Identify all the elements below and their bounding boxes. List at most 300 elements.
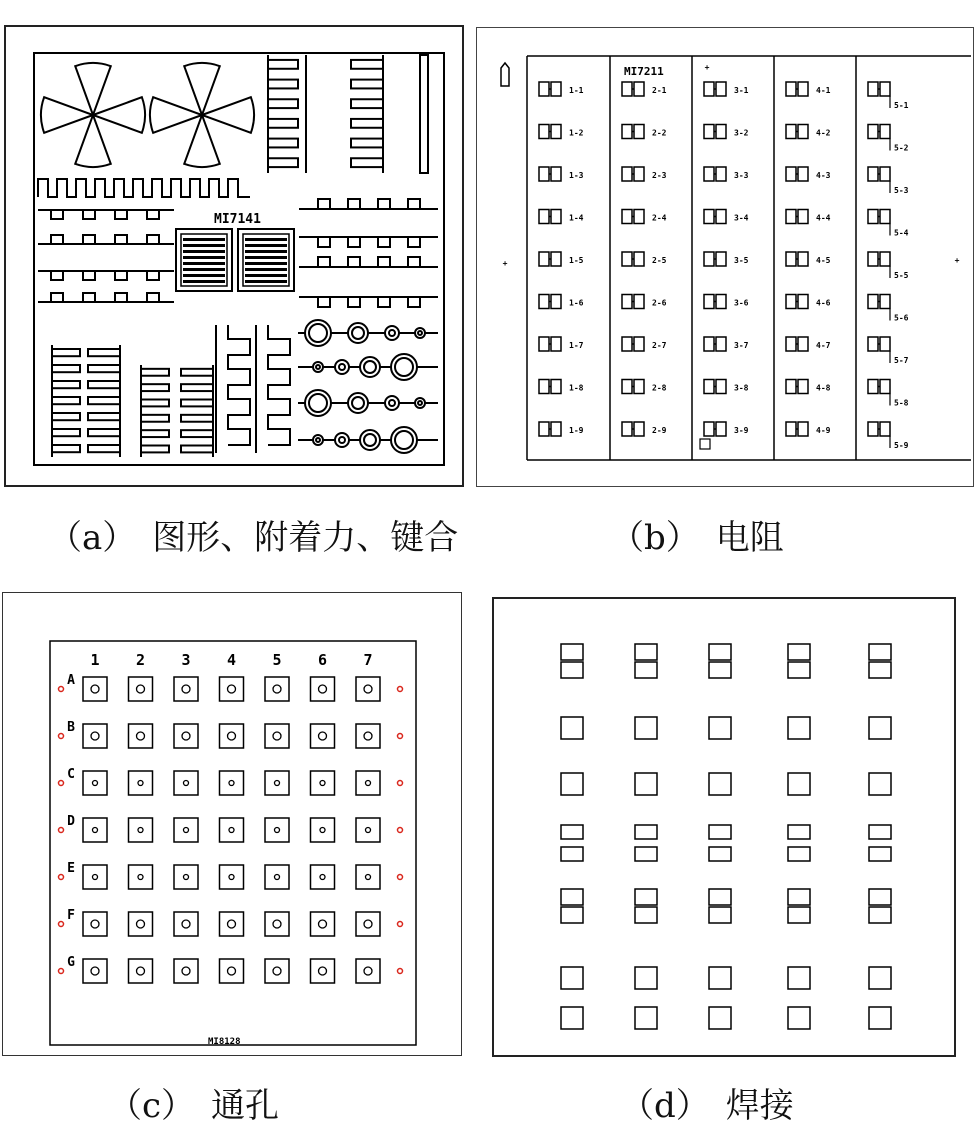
bond-circle-inner	[352, 327, 364, 339]
comb-finger	[141, 415, 169, 422]
resistor-cell	[622, 167, 667, 181]
solder-pad	[788, 889, 810, 905]
via-pad	[311, 818, 335, 842]
resistor-label: 5-4	[894, 228, 909, 238]
via-hole	[364, 732, 372, 740]
resistor-label: 2-9	[652, 426, 667, 435]
via-hole	[275, 781, 280, 786]
solder-pad	[788, 847, 810, 861]
pad-stripe	[183, 268, 225, 271]
resistor-cell	[704, 82, 749, 96]
via-hole	[91, 920, 99, 928]
via-hole	[138, 781, 143, 786]
comb-finger	[351, 80, 383, 89]
resistor-pad-right	[798, 380, 808, 394]
adhesion-tooth	[147, 210, 159, 219]
resistor-pad-right	[716, 337, 726, 351]
via-column-label: 5	[272, 651, 282, 669]
resistor-pad-right	[716, 295, 726, 309]
resistor-cell	[786, 337, 831, 351]
comb-finger	[88, 349, 120, 356]
via-pad	[220, 865, 244, 889]
resistor-pad-left	[622, 295, 632, 309]
solder-pad	[788, 773, 810, 795]
adhesion-tooth	[115, 271, 127, 280]
adhesion-tooth	[408, 199, 420, 209]
caption-a-text: 图形、附着力、键合	[152, 518, 459, 558]
resistor-pad-right	[551, 252, 561, 266]
resistor-pad-right	[551, 125, 561, 139]
panel-c-via	[2, 592, 462, 1056]
bond-circle-inner	[418, 401, 422, 405]
resistor-label: 5-6	[894, 313, 909, 323]
circle-row-3	[298, 390, 438, 416]
pad-stripe	[183, 256, 225, 259]
plus-marker: +	[954, 256, 960, 265]
resistor-pad-left	[622, 422, 632, 436]
fiducial-left	[59, 734, 64, 739]
adhesion-tooth	[51, 235, 63, 244]
solder-pad	[709, 967, 731, 989]
solder-pad	[869, 889, 891, 905]
resistor-pad-left	[704, 380, 714, 394]
resistor-label: 2-2	[652, 128, 667, 138]
resistor-label: 3-8	[734, 383, 749, 393]
solder-pad	[561, 825, 583, 839]
comb-b1	[52, 345, 80, 457]
via-pad	[265, 771, 289, 795]
via-hole	[366, 828, 371, 833]
via-hole	[366, 781, 371, 786]
via-pad	[129, 818, 153, 842]
resistor-cell	[539, 125, 584, 139]
via-hole	[319, 732, 327, 740]
resistor-pad-left	[786, 380, 796, 394]
castle-right	[256, 325, 290, 453]
fiducial-right	[398, 875, 403, 880]
resistor-pad-left	[622, 125, 632, 139]
comb-finger	[52, 413, 80, 420]
via-hole	[228, 732, 236, 740]
resistor-pad-right	[716, 210, 726, 224]
solder-pad	[635, 644, 657, 660]
resistor-pad-right	[798, 295, 808, 309]
solder-pad	[635, 662, 657, 678]
resistor-label: 1-6	[569, 298, 584, 308]
resistor-pad-left	[539, 295, 549, 309]
via-hole	[91, 685, 99, 693]
via-hole	[319, 967, 327, 975]
resistor-pad-left	[622, 210, 632, 224]
via-hole	[184, 828, 189, 833]
castle-edge	[268, 325, 290, 445]
bond-circle-inner	[389, 330, 395, 336]
solder-pad	[635, 907, 657, 923]
via-column-label: 4	[226, 651, 237, 669]
via-pad	[265, 959, 289, 983]
via-hole	[138, 875, 143, 880]
resistor-cell	[704, 337, 749, 351]
comb-b3	[141, 365, 169, 457]
resistor-label: 4-8	[816, 383, 831, 393]
via-hole	[275, 875, 280, 880]
via-pad	[83, 818, 107, 842]
bond-circle-inner	[316, 365, 320, 369]
resistor-pad-right	[798, 82, 808, 96]
resistor-cell	[786, 167, 831, 181]
comb-finger	[351, 99, 383, 108]
striped-pad-left	[176, 229, 232, 291]
via-hole	[319, 920, 327, 928]
caption-b	[610, 510, 784, 559]
via-hole	[182, 732, 190, 740]
via-pad	[220, 677, 244, 701]
resistor-pad-right	[880, 422, 890, 436]
via-pad	[220, 818, 244, 842]
resistor-label: 4-5	[816, 256, 831, 265]
resistor-cell	[704, 210, 749, 224]
via-hole	[137, 920, 145, 928]
via-pad	[174, 677, 198, 701]
pad-stripe	[245, 244, 287, 247]
fiducial-right	[398, 828, 403, 833]
serpentine-line	[38, 179, 250, 197]
via-hole	[91, 732, 99, 740]
via-pad	[174, 771, 198, 795]
solder-pad	[635, 889, 657, 905]
adhesion-tooth	[51, 210, 63, 219]
resistor-cell	[622, 210, 667, 224]
solder-pad	[869, 662, 891, 678]
resistor-pad-left	[704, 422, 714, 436]
pad-inner	[243, 234, 289, 286]
adhesion-tooth	[318, 257, 330, 267]
resistor-pad-right	[551, 295, 561, 309]
resistor-pad-left	[704, 167, 714, 181]
resistor-cell	[539, 295, 584, 309]
resistor-pad-right	[798, 125, 808, 139]
resistor-pad-left	[539, 252, 549, 266]
resistor-label: 4-4	[816, 213, 831, 223]
resistor-label: 1-3	[569, 171, 584, 180]
via-hole	[229, 781, 234, 786]
resistor-cell	[622, 82, 667, 96]
bond-circle-inner	[309, 324, 327, 342]
resistor-label: 5-1	[894, 101, 909, 110]
fiducial-left	[59, 687, 64, 692]
resistor-pad-right	[716, 82, 726, 96]
resistor-cell	[786, 210, 831, 224]
resistor-pad-right	[880, 295, 890, 309]
resistor-pad-left	[786, 422, 796, 436]
via-pad	[174, 959, 198, 983]
via-row-label: G	[67, 955, 75, 970]
resistor-cell	[786, 295, 831, 309]
via-pad	[311, 865, 335, 889]
comb-b2	[88, 345, 120, 457]
bond-circle-inner	[364, 434, 376, 446]
resistor-pad-left	[868, 125, 878, 139]
fiducial-right	[398, 922, 403, 927]
resistor-pad-right	[716, 125, 726, 139]
fan-blade	[184, 63, 220, 115]
via-pad	[265, 677, 289, 701]
comb-a1	[268, 55, 298, 173]
bond-circle-inner	[364, 361, 376, 373]
adhesion-tooth	[408, 237, 420, 247]
via-pad	[311, 912, 335, 936]
caption-b-text: 电阻	[715, 518, 784, 558]
solder-pad	[869, 967, 891, 989]
via-row-label: D	[67, 814, 75, 829]
resistor-cell	[868, 422, 909, 450]
adhesion-tooth	[83, 235, 95, 244]
caption-d-tag: （d）	[620, 1086, 710, 1126]
pad-stripe	[245, 238, 287, 241]
resistor-pad-right	[798, 252, 808, 266]
resistor-cell	[786, 422, 831, 436]
resistor-pad-left	[786, 167, 796, 181]
resistor-label: 5-2	[894, 143, 909, 153]
resistor-cell	[704, 380, 749, 394]
resistor-pad-left	[786, 337, 796, 351]
resistor-pad-right	[880, 82, 890, 96]
adhesion-tooth	[115, 235, 127, 244]
plus-marker: +	[502, 259, 508, 268]
via-pad	[129, 959, 153, 983]
resistor-label: 3-6	[734, 298, 749, 308]
circle-row-2	[298, 354, 438, 380]
circle-row-4	[298, 427, 438, 453]
via-row-label: E	[67, 861, 75, 876]
comb-finger	[181, 384, 213, 391]
adhesion-tooth	[408, 297, 420, 307]
solder-pad	[788, 907, 810, 923]
via-pad	[356, 677, 380, 701]
via-pad	[83, 771, 107, 795]
chip-label-a: MI7141	[214, 212, 261, 227]
fiducial-right	[398, 781, 403, 786]
resistor-cell	[868, 252, 909, 280]
resistor-pad-left	[704, 337, 714, 351]
resistor-label: 4-7	[816, 341, 831, 350]
solder-pad	[561, 644, 583, 660]
castle-left	[216, 325, 250, 453]
resistor-cell	[622, 422, 667, 436]
caption-c-text: 通孔	[211, 1086, 280, 1126]
resistor-label: 1-7	[569, 341, 584, 350]
pad-stripe	[245, 274, 287, 277]
pad-stripe	[183, 274, 225, 277]
via-row-label: B	[67, 720, 75, 735]
square-marker	[700, 439, 710, 449]
solder-pad	[709, 717, 731, 739]
via-pad	[220, 724, 244, 748]
adhesion-tooth	[318, 237, 330, 247]
caption-d	[620, 1078, 794, 1127]
via-pad	[356, 912, 380, 936]
via-pad	[83, 912, 107, 936]
via-hole	[93, 828, 98, 833]
solder-pad	[709, 889, 731, 905]
resistor-pad-left	[622, 380, 632, 394]
panel-b-resistance	[476, 27, 974, 487]
resistor-pad-left	[704, 82, 714, 96]
resistor-pad-left	[868, 167, 878, 181]
pad-stripe	[183, 250, 225, 253]
fan-blade	[184, 115, 220, 167]
bond-circle-inner	[352, 397, 364, 409]
resistor-cell	[868, 125, 909, 153]
resistor-pad-right	[716, 252, 726, 266]
caption-d-text: 焊接	[725, 1086, 794, 1126]
solder-pad	[561, 717, 583, 739]
solder-pad	[788, 967, 810, 989]
resistor-cell	[868, 295, 909, 323]
resistor-cell	[539, 167, 584, 181]
resistor-pad-left	[539, 337, 549, 351]
solder-pad	[561, 907, 583, 923]
via-row-label: C	[67, 767, 75, 782]
solder-pad	[561, 662, 583, 678]
comb-finger	[268, 139, 298, 148]
vertical-bar	[420, 55, 428, 173]
via-pad	[220, 912, 244, 936]
comb-finger	[88, 445, 120, 452]
plus-marker: +	[704, 63, 710, 72]
via-pad	[129, 677, 153, 701]
resistor-label: 3-5	[734, 256, 749, 265]
via-pad	[83, 724, 107, 748]
panel-d-drawing	[494, 599, 954, 1055]
resistor-label: 3-9	[734, 426, 749, 435]
via-hole	[273, 732, 281, 740]
via-pad	[356, 724, 380, 748]
comb-finger	[88, 365, 120, 372]
via-hole	[182, 920, 190, 928]
via-hole	[137, 732, 145, 740]
solder-pad	[709, 1007, 731, 1029]
via-pad	[311, 677, 335, 701]
comb-finger	[181, 400, 213, 407]
resistor-pad-left	[704, 295, 714, 309]
via-pad	[174, 865, 198, 889]
comb-finger	[181, 415, 213, 422]
resistor-cell	[704, 295, 749, 309]
via-hole	[229, 828, 234, 833]
solder-pad	[561, 1007, 583, 1029]
caption-c-tag: （c）	[108, 1086, 196, 1126]
panel-b-drawing	[477, 28, 972, 485]
via-hole	[320, 781, 325, 786]
comb-finger	[52, 381, 80, 388]
comb-finger	[351, 158, 383, 167]
resistor-pad-right	[716, 167, 726, 181]
resistor-pad-left	[622, 82, 632, 96]
resistor-pad-left	[868, 252, 878, 266]
resistor-pad-right	[634, 380, 644, 394]
solder-pad	[561, 773, 583, 795]
resistor-pad-right	[880, 252, 890, 266]
resistor-pad-right	[551, 210, 561, 224]
via-hole	[93, 875, 98, 880]
resistor-pad-left	[539, 380, 549, 394]
adhesion-tooth	[348, 237, 360, 247]
resistor-pad-right	[634, 422, 644, 436]
resistor-pad-left	[786, 295, 796, 309]
fan-blade	[41, 97, 93, 133]
resistor-pad-right	[798, 210, 808, 224]
resistor-label: 1-2	[569, 128, 584, 138]
via-row-label: F	[67, 908, 75, 923]
resistor-pad-right	[551, 380, 561, 394]
via-pad	[129, 912, 153, 936]
resistor-pad-right	[716, 422, 726, 436]
resistor-cell	[622, 125, 667, 139]
resistor-label: 5-7	[894, 356, 909, 365]
resistor-pad-right	[634, 125, 644, 139]
adhesion-tooth	[83, 210, 95, 219]
fan-blade	[150, 97, 202, 133]
via-pad	[356, 865, 380, 889]
resistor-cell	[704, 252, 749, 266]
via-hole	[138, 828, 143, 833]
resistor-cell	[622, 252, 667, 266]
resistor-label: 4-6	[816, 298, 831, 308]
comb-finger	[52, 445, 80, 452]
solder-pad	[635, 847, 657, 861]
circle-row-1	[298, 320, 438, 346]
via-row-label: A	[67, 673, 75, 688]
resistor-pad-left	[868, 337, 878, 351]
adhesion-tooth	[83, 271, 95, 280]
resistor-pad-left	[622, 337, 632, 351]
via-pad	[356, 818, 380, 842]
resistor-label: 3-4	[734, 213, 749, 223]
resistor-pad-right	[880, 337, 890, 351]
comb-finger	[88, 397, 120, 404]
adhesion-tooth	[318, 199, 330, 209]
resistor-label: 5-8	[894, 398, 909, 408]
resistor-pad-right	[634, 167, 644, 181]
resistor-pad-left	[622, 252, 632, 266]
adhesion-tooth	[348, 257, 360, 267]
via-hole	[184, 781, 189, 786]
solder-pad	[709, 847, 731, 861]
via-pad	[311, 959, 335, 983]
resistor-label: 1-1	[569, 86, 584, 95]
bond-circle-inner	[395, 431, 413, 449]
resistor-pad-right	[551, 337, 561, 351]
pad-stripe	[245, 250, 287, 253]
pad-stripe	[245, 262, 287, 265]
via-pad	[83, 959, 107, 983]
resistor-label: 1-9	[569, 426, 584, 435]
comb-finger	[351, 119, 383, 128]
adhesion-tooth	[378, 237, 390, 247]
fiducial-left	[59, 922, 64, 927]
resistor-cell	[868, 82, 909, 110]
adhesion-tooth	[83, 293, 95, 302]
pad-stripe	[245, 268, 287, 271]
panel-a-drawing	[6, 27, 462, 485]
comb-finger	[181, 446, 213, 453]
resistor-pad-right	[634, 210, 644, 224]
via-hole	[273, 920, 281, 928]
via-hole	[273, 967, 281, 975]
via-hole	[228, 920, 236, 928]
panel-a-pattern-adhesion-bonding	[4, 25, 464, 487]
